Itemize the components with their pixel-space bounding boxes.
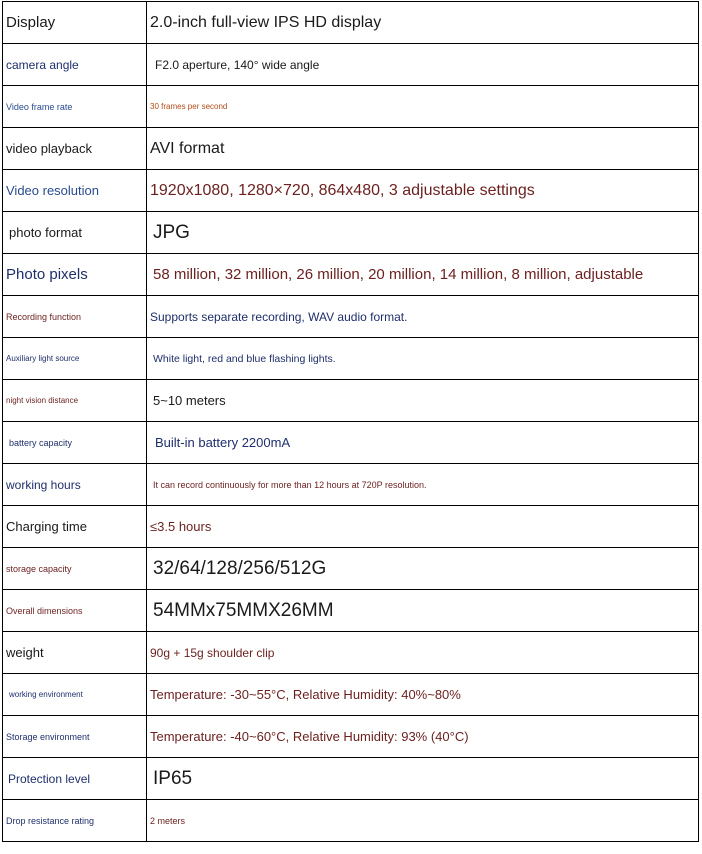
- table-row: [3, 422, 699, 464]
- row-value-working-hours: It can record continuously for more than 12 hours at 720P resolution.: [147, 464, 699, 506]
- row-value-storage-capacity: 32/64/128/256/512G: [147, 548, 699, 590]
- table-row: [3, 380, 699, 422]
- row-value-overall-dimensions: 54MMx75MMX26MM: [147, 590, 699, 632]
- table-row: [3, 338, 699, 380]
- table-row: [3, 254, 699, 296]
- row-label-video-frame-rate: Video frame rate: [3, 86, 147, 128]
- row-label-battery-capacity: battery capacity: [3, 422, 147, 464]
- row-label-weight: weight: [3, 632, 147, 674]
- row-label-working-environment: working environment: [3, 674, 147, 716]
- table-row: [3, 758, 699, 800]
- row-value-video-frame-rate: 30 frames per second: [147, 86, 699, 128]
- row-value-protection-level: IP65: [147, 758, 699, 800]
- row-value-storage-environment: Temperature: -40~60°C, Relative Humidity: 93% (40°C): [147, 716, 699, 758]
- table-row: [3, 800, 699, 842]
- row-value-working-environment: Temperature: -30~55°C, Relative Humidity: 40%~80%: [147, 674, 699, 716]
- row-label-charging-time: Charging time: [3, 506, 147, 548]
- table-row: [3, 464, 699, 506]
- row-label-overall-dimensions: Overall dimensions: [3, 590, 147, 632]
- table-row: [3, 674, 699, 716]
- row-label-photo-pixels: Photo pixels: [3, 254, 147, 296]
- table-row: [3, 506, 699, 548]
- table-row: [3, 170, 699, 212]
- row-label-drop-resistance-rating: Drop resistance rating: [3, 800, 147, 842]
- row-value-camera-angle: F2.0 aperture, 140° wide angle: [147, 44, 699, 86]
- row-label-working-hours: working hours: [3, 464, 147, 506]
- row-label-video-playback: video playback: [3, 128, 147, 170]
- table-row: [3, 86, 699, 128]
- table-row: [3, 128, 699, 170]
- table-row: [3, 296, 699, 338]
- row-label-recording-function: Recording function: [3, 296, 147, 338]
- row-label-night-vision-distance: night vision distance: [3, 380, 147, 422]
- row-value-charging-time: ≤3.5 hours: [147, 506, 699, 548]
- row-label-auxiliary-light-source: Auxiliary light source: [3, 338, 147, 380]
- row-value-display: 2.0-inch full-view IPS HD display: [147, 2, 699, 44]
- row-value-video-resolution: 1920x1080, 1280×720, 864x480, 3 adjustable settings: [147, 170, 699, 212]
- row-value-battery-capacity: Built-in battery 2200mA: [147, 422, 699, 464]
- row-value-drop-resistance-rating: 2 meters: [147, 800, 699, 842]
- row-label-storage-capacity: storage capacity: [3, 548, 147, 590]
- table-row: [3, 716, 699, 758]
- row-value-night-vision-distance: 5~10 meters: [147, 380, 699, 422]
- row-label-protection-level: Protection level: [3, 758, 147, 800]
- row-value-photo-pixels: 58 million, 32 million, 26 million, 20 million, 14 million, 8 million, adjustable: [147, 254, 699, 296]
- spec-table: [2, 1, 699, 842]
- row-label-storage-environment: Storage environment: [3, 716, 147, 758]
- row-value-photo-format: JPG: [147, 212, 699, 254]
- row-label-photo-format: photo format: [3, 212, 147, 254]
- table-row: [3, 44, 699, 86]
- row-label-display: Display: [3, 2, 147, 44]
- table-row: [3, 212, 699, 254]
- table-row: [3, 2, 699, 44]
- row-value-recording-function: Supports separate recording, WAV audio format.: [147, 296, 699, 338]
- row-label-camera-angle: camera angle: [3, 44, 147, 86]
- table-row: [3, 632, 699, 674]
- table-row: [3, 590, 699, 632]
- row-value-auxiliary-light-source: White light, red and blue flashing lights.: [147, 338, 699, 380]
- row-label-video-resolution: Video resolution: [3, 170, 147, 212]
- row-value-weight: 90g + 15g shoulder clip: [147, 632, 699, 674]
- table-row: [3, 548, 699, 590]
- row-value-video-playback: AVI format: [147, 128, 699, 170]
